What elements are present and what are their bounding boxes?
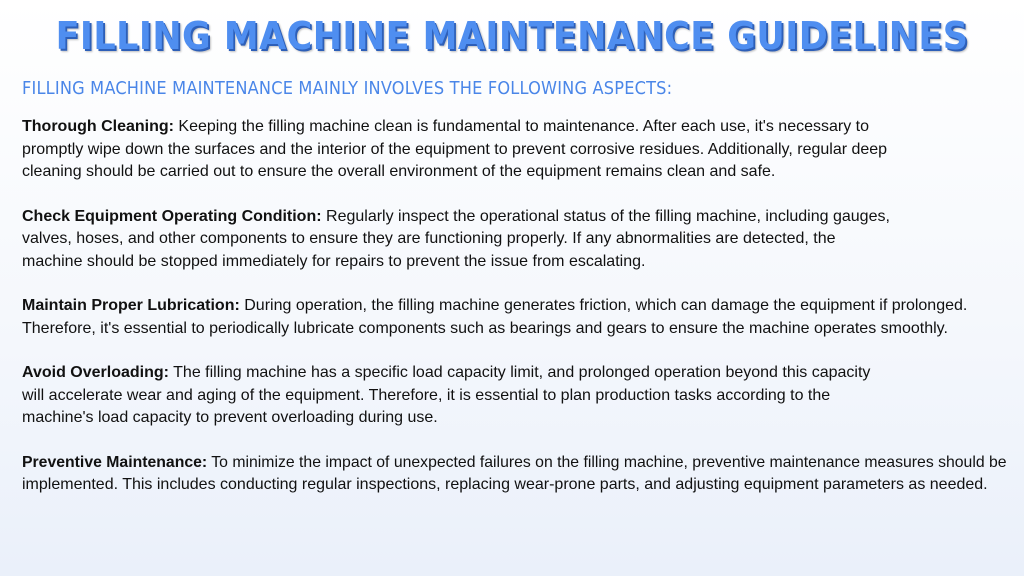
- section-heading: Avoid Overloading:: [22, 364, 169, 381]
- page-title: FILLING MACHINE MAINTENANCE GUIDELINES: [55, 14, 969, 58]
- section-line: machine should be stopped immediately for repairs to prevent the issue from escalating.: [22, 252, 646, 270]
- section-heading: Maintain Proper Lubrication:: [22, 297, 240, 314]
- section-line: valves, hoses, and other components to ensure they are functioning properly. If any abnormalities are detected, the: [22, 230, 836, 247]
- section-line-text: The filling machine has a specific load capacity limit, and prolonged operation beyond this capacity: [168, 364, 871, 381]
- section-heading: Check Equipment Operating Condition:: [22, 207, 322, 225]
- section-heading: Thorough Cleaning:: [22, 118, 174, 135]
- section-line-text: Keeping the filling machine clean is fundamental to maintenance. After each use, it's necessary to: [173, 118, 869, 135]
- section-preventive-maintenance: [22, 452, 1007, 497]
- section-lubrication: [22, 295, 1007, 340]
- section-line: promptly wipe down the surfaces and the interior of the equipment to prevent corrosive residues. Additionally, regular deep: [22, 140, 888, 158]
- guidelines-list: [22, 116, 1007, 519]
- section-text: [22, 116, 1007, 184]
- section-line-text: Regularly inspect the operational status of the filling machine, including gauges,: [321, 207, 890, 225]
- section-text: [22, 206, 1007, 274]
- section-text: [22, 362, 1007, 430]
- section-avoid-overloading: [22, 362, 1007, 430]
- section-line: will accelerate wear and aging of the equipment. Therefore, it is essential to plan production tasks according to the: [22, 386, 831, 404]
- section-line: cleaning should be carried out to ensure the overall environment of the equipment remains clean and safe.: [22, 163, 776, 180]
- section-thorough-cleaning: [22, 116, 1007, 184]
- page-subtitle: FILLING MACHINE MAINTENANCE MAINLY INVOLVES THE FOLLOWING ASPECTS:: [22, 78, 673, 99]
- section-line-text: To minimize the impact of unexpected failures on the filling machine, preventive maintenance measures should be: [207, 453, 1007, 471]
- section-text: [22, 295, 1007, 340]
- section-check-operating-condition: [22, 206, 1007, 274]
- section-line-text: During operation, the filling machine generates friction, which can damage the equipment if prolonged.: [239, 297, 968, 314]
- section-line: [22, 206, 1007, 229]
- section-line: Therefore, it's essential to periodically lubricate components such as bearings and gears to ensure the machine operates smoothly.: [22, 319, 948, 337]
- section-line: [22, 116, 1007, 139]
- section-line: [22, 362, 1007, 385]
- section-line: [22, 452, 1007, 475]
- section-heading: Preventive Maintenance:: [22, 453, 208, 471]
- section-text: [22, 452, 1007, 497]
- section-line: implemented. This includes conducting regular inspections, replacing wear-prone parts, and adjusting equipment parameters as needed.: [22, 476, 988, 493]
- section-line: [22, 295, 1007, 318]
- section-line: machine's load capacity to prevent overloading during use.: [22, 409, 438, 426]
